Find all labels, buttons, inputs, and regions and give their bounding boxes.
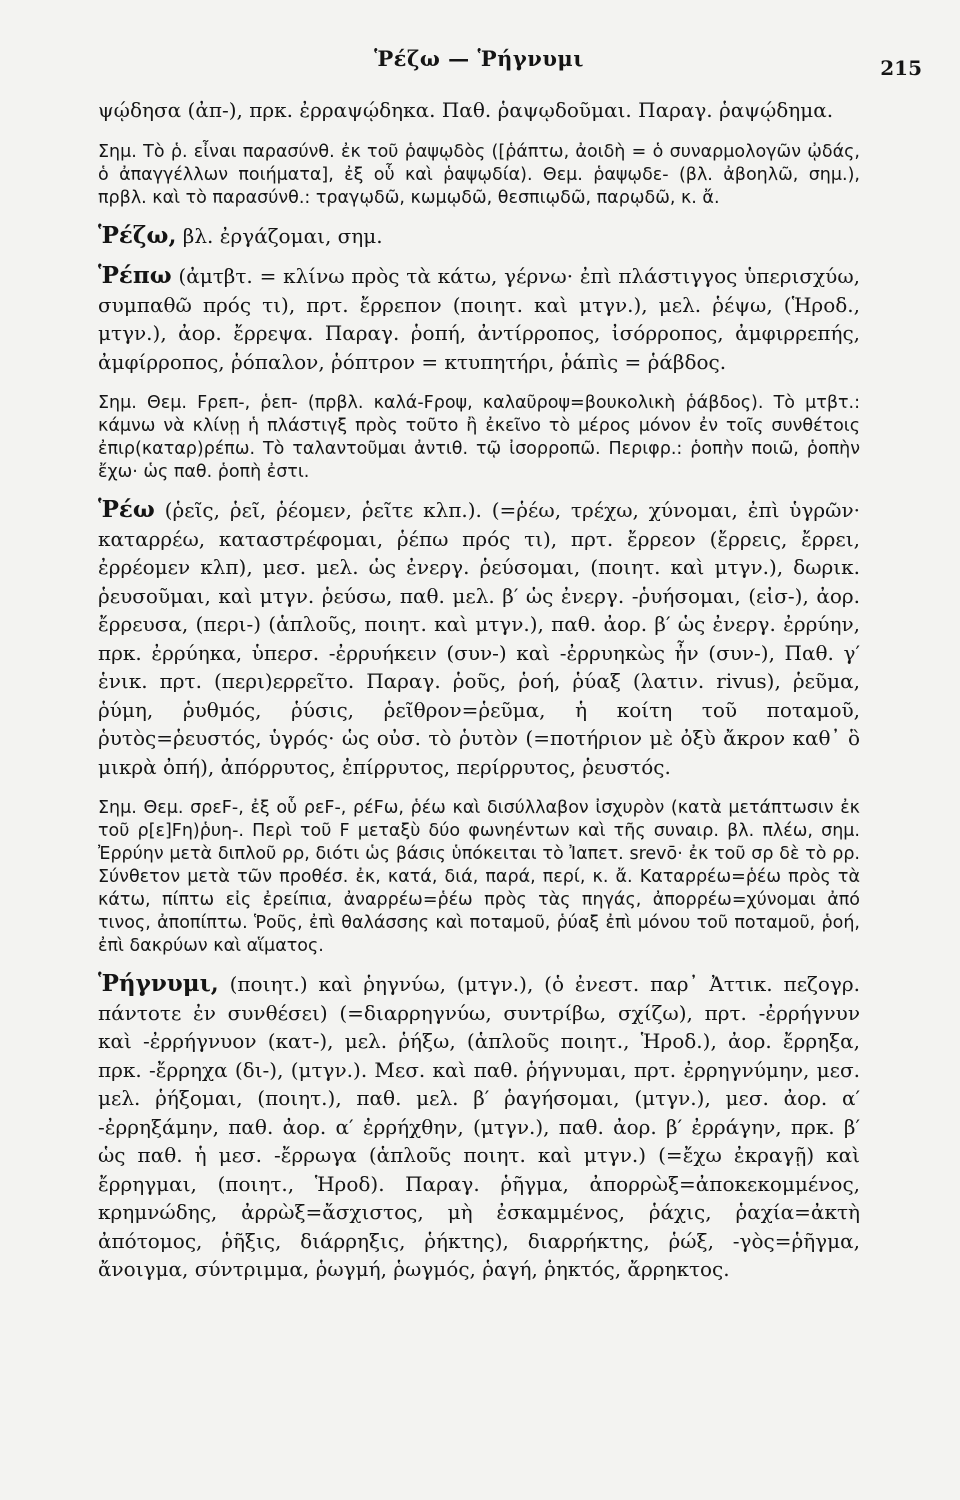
- note-text: Σημ. Θεμ. σρεF-, ἐξ οὗ ρεF-, ρέFω, ῥέω καὶ δισύλλαβον ἰσχυρὸν (κατὰ μετάπτωσιν ἐκ τοῦ ρ[ε]Fη)ῥυη-. Περὶ τοῦ F μεταξὺ δύο φωνηέντων καὶ τῆς συναιρ. βλ. πλέω, σημ. Ἐρρύην μετὰ διπλοῦ ρρ, διότι ὡς βάσις ὑπόκειται τὸ Ἰαπετ. srevō· ἐκ τοῦ σρ δὲ τὸ ρρ. Σύνθετον μετὰ τῶν προθέσ. ἐκ, κατά, διά, παρά, περί, κ. ἄ. Καταρρέω=ῥέω πρὸς τὰ κάτω, πίπτω εἰς ἐρείπια, ἀναρρέω=ῥέω πρὸς τὰς πηγάς, ἀπορρέω=χύνομαι ἀπό τινος, ἀποπίπτω. Ῥοῦς, ἐπὶ θαλάσσης καὶ ποταμοῦ, ῥύαξ ἐπὶ μόνου τοῦ ποταμοῦ, ῥοή, ἐπὶ δακρύων καὶ αἵματος.: [98, 798, 860, 956]
- headword: Ῥέζω,: [98, 221, 177, 249]
- page-number: 215: [880, 56, 922, 80]
- entry-reo: [98, 496, 860, 781]
- page-header: [98, 38, 922, 96]
- entry-text: (ῥεῖς, ῥεῖ, ῥέομεν, ῥεῖτε κλπ.). (=ῥέω, τρέχω, χύνομαι, ἐπὶ ὑγρῶν· καταρρέω, καταστρέφομαι, ῥέπω πρός τι), πρτ. ἔρρεον (ἔρρεις, ἔρρει, ἐρρέομεν κλπ), μεσ. μελ. ὡς ἐνεργ. ῥεύσομαι, (ποιητ. καὶ μτγν.), δωρικ. ῥευσοῦμαι, καὶ μτγν. ῥεύσω, παθ. μελ. β′ ὡς ἐνεργ. -ῥυήσομαι, (εἰσ-), ἀορ. ἔρρευσα, (περι-) (ἁπλοῦς, ποιητ. καὶ μτγν.), παθ. ἀορ. β′ ὡς ἐνεργ. ἐρρύην, πρκ. ἐρρύηκα, ὑπερσ. -ἐρρυήκειν (συν-) καὶ -ἐρρυηκὼς ἦν (συν-), Παθ. γ′ ἑνικ. πρτ. (περι)ερρεῖτο. Παραγ. ῥοῦς, ῥοή, ῥύαξ (λατιν. rivus), ῥεῦμα, ῥύμη, ῥυθμός, ῥύσις, ῥεῖθρον=ῥεῦμα, ἡ κοίτη τοῦ ποταμοῦ, ῥυτὸς=ῥευστός, ὑγρός· ὡς οὐσ. τὸ ῥυτὸν (=ποτήριον μὲ ὀξὺ ἄκρον καθ᾽ ὃ μικρὰ ὀπή), ἀπόρρυτος, ἐπίρρυτος, περίρρυτος, ῥευστός.: [98, 498, 860, 779]
- entry-repo: [98, 262, 860, 376]
- entry-text: (ἀμτβτ. = κλίνω πρὸς τὰ κάτω, γέρνω· ἐπὶ πλάστιγγος ὑπερισχύω, συμπαθῶ πρός τι), πρτ. ἔρρεπον (ποιητ. καὶ μτγν.), μελ. ῥέψω, (Ἡροδ., μτγν.), ἀορ. ἔρρεψα. Παραγ. ῥοπή, ἀντίρροπος, ἰσόρροπος, ἀμφιρρεπής, ἀμφίρροπος, ῥόπαλον, ῥόπτρον = κτυπητήρι, ῥάπὶς = ῥάβδος.: [98, 264, 860, 374]
- entry-text: βλ. ἐργάζομαι, σημ.: [176, 223, 383, 248]
- headword: Ῥήγνυμι,: [98, 970, 219, 997]
- entry-continuation-rhapsodo: [98, 96, 860, 125]
- note-rhapsodo: [98, 141, 860, 210]
- headword: Ῥέω: [98, 496, 155, 523]
- entry-regnymi: [98, 970, 860, 1284]
- note-text: Σημ. Τὸ ῥ. εἶναι παρασύνθ. ἐκ τοῦ ῥαψῳδὸς ([ῥάπτω, ἀοιδὴ = ὁ συναρμολογῶν ᾠδάς, ὁ ἀπαγγέλλων ποιήματα], ἐξ οὗ καὶ ῥαψῳδία). Θεμ. ῥαψῳδε- (βλ. ἀβοηλῶ, σημ.), πρβλ. καὶ τὸ παρασύνθ.: τραγῳδῶ, κωμῳδῶ, θεσπιῳδῶ, παρῳδῶ, κ. ἄ.: [98, 141, 860, 208]
- page-body: [98, 96, 860, 1284]
- note-text: Σημ. Θεμ. Fρεπ-, ῥεπ- (πρβλ. καλά-Fροψ, καλαῦροψ=βουκολικὴ ῥάβδος). Τὸ μτβτ.: κάμνω νὰ κλίνῃ ἡ πλάστιγξ πρὸς τοῦτο ἢ ἐκεῖνο τὸ μέρος μόνον ἐν τοῖς συνθέτοις ἐπιρ(καταρ)ρέπω. Τὸ ταλαντοῦμαι ἀντιθ. τῷ ἰσορροπῶ. Περιφρ.: ῥοπὴν ποιῶ, ῥοπὴν ἔχω· ὡς παθ. ῥοπὴ ἐστι.: [98, 393, 860, 482]
- entry-rezo: [98, 222, 860, 251]
- entry-text: (ποιητ.) καὶ ῥηγνύω, (μτγν.), (ὁ ἐνεστ. παρ᾽ Ἀττικ. πεζογρ. πάντοτε ἐν συνθέσει) (=διαρρηγνύω, συντρίβω, σχίζω), πρτ. -ἐρρήγνυν καὶ -ἐρρήγνυον (κατ-), μελ. ῥήξω, (ἁπλοῦς ποιητ., Ἡροδ.), ἀορ. ἔρρηξα, πρκ. -ἔρρηχα (δι-), (μτγν.). Μεσ. καὶ παθ. ῥήγνυμαι, πρτ. ἐρρηγνύμην, μεσ. μελ. ῥήξομαι, (ποιητ.), παθ. μελ. β′ ῥαγήσομαι, (μτγν.), μεσ. ἀορ. α′ -ἐρρηξάμην, παθ. ἀορ. α′ ἐρρήχθην, (μτγν.), παθ. ἀορ. β′ ἐρράγην, πρκ. β′ ὡς παθ. ἡ μεσ. -ἔρρωγα (ἁπλοῦς ποιητ. καὶ μτγν.) (=ἔχω ἐκραγῇ) καὶ ἔρρηγμαι, (ποιητ., Ἡροδ). Παραγ. ῥῆγμα, ἀπορρὼξ=ἀποκεκομμένος, κρημνώδης, ἀρρὼξ=ἄσχιστος, μὴ ἐσκαμμένος, ῥάχις, ῥαχία=ἀκτὴ ἀπότομος, ῥῆξις, διάρρηξις, ῥήκτης), διαρρήκτης, ῥώξ, -γὸς=ῥῆγμα, ἄνοιγμα, σύντριμμα, ῥωγμή, ῥωγμός, ῥαγή, ῥηκτός, ἄρρηκτος.: [98, 972, 860, 1281]
- note-reo: [98, 797, 860, 958]
- running-head: Ῥέζω — Ῥήγνυμι: [374, 46, 584, 71]
- note-repo: [98, 392, 860, 484]
- entry-text: ψῴδησα (ἀπ-), πρκ. ἐρραψῴδηκα. Παθ. ῥαψῳδοῦμαι. Παραγ. ῥαψῴδημα.: [98, 98, 834, 122]
- headword: Ῥέπω: [98, 262, 172, 289]
